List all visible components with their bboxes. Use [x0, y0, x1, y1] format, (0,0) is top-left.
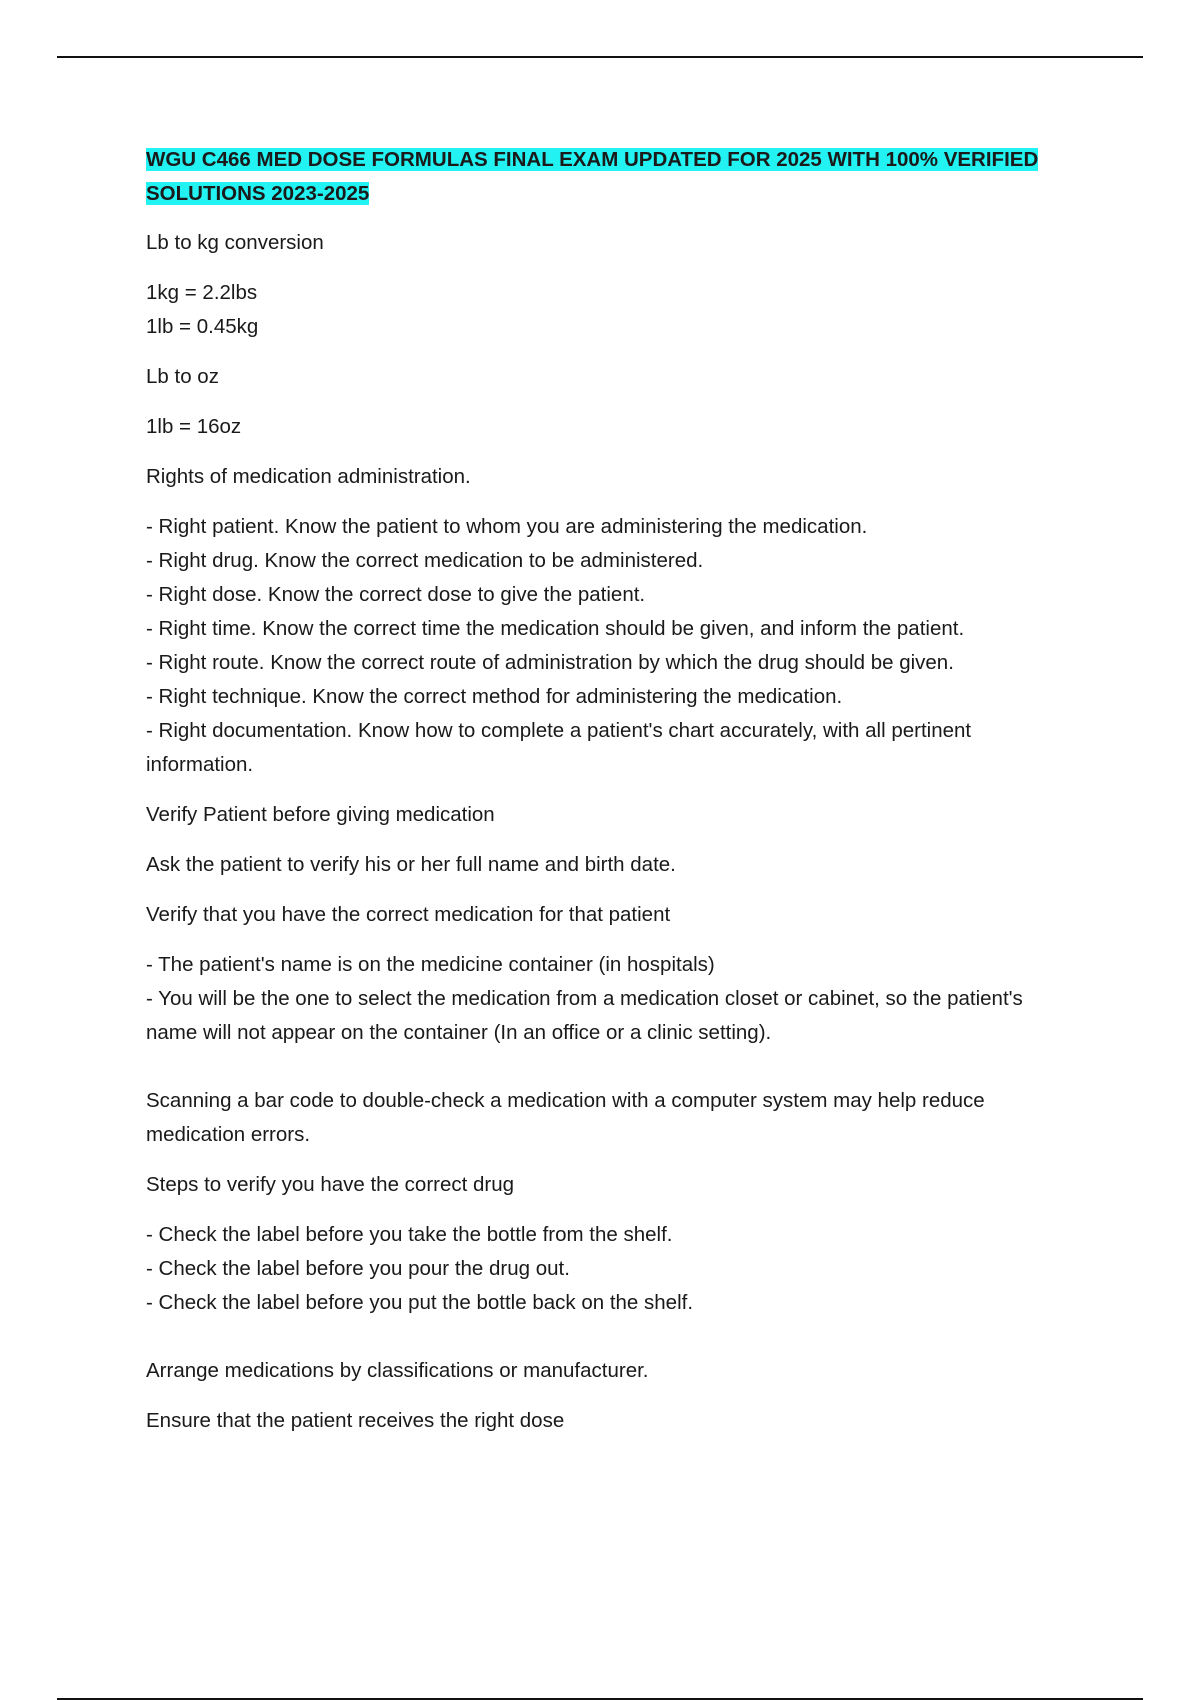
paragraph	[146, 798, 1066, 832]
paragraph	[146, 898, 1066, 932]
paragraph	[146, 276, 1066, 344]
paragraph-line: - Right route. Know the correct route of administration by which the drug should be given.	[146, 651, 954, 674]
paragraph-line: - Check the label before you take the bottle from the shelf.	[146, 1223, 673, 1246]
paragraph-line: Ask the patient to verify his or her full name and birth date.	[146, 853, 676, 876]
paragraph-line: 1lb = 0.45kg	[146, 315, 259, 338]
document-title-highlight: WGU C466 MED DOSE FORMULAS FINAL EXAM UPDATED FOR 2025 WITH 100% VERIFIED SOLUTIONS 2023-2025	[146, 148, 1039, 205]
paragraph-line: - The patient's name is on the medicine container (in hospitals)	[146, 953, 715, 976]
paragraph-line: Lb to oz	[146, 365, 219, 388]
paragraph	[146, 510, 1066, 782]
paragraph	[146, 1218, 1066, 1320]
paragraph-line: - You will be the one to select the medication from a medication closet or cabinet, so the patient's name will not appear on the container (In an office or a clinic setting).	[146, 987, 1023, 1044]
paragraph	[146, 1404, 1066, 1438]
paragraph-line: Arrange medications by classifications or manufacturer.	[146, 1359, 649, 1382]
paragraph-line: Ensure that the patient receives the right dose	[146, 1409, 565, 1432]
paragraph	[146, 948, 1066, 1050]
document-title	[146, 143, 1066, 211]
paragraph-line: Steps to verify you have the correct drug	[146, 1173, 515, 1196]
paragraph-line: Rights of medication administration.	[146, 465, 471, 488]
paragraph-line: - Right patient. Know the patient to whom you are administering the medication.	[146, 515, 868, 538]
paragraph-line: - Right time. Know the correct time the medication should be given, and inform the patient.	[146, 617, 965, 640]
document-body	[146, 143, 1066, 1454]
paragraph-line: 1lb = 16oz	[146, 415, 242, 438]
paragraph	[146, 410, 1066, 444]
paragraph	[146, 848, 1066, 882]
paragraph	[146, 1168, 1066, 1202]
paragraph	[146, 1354, 1066, 1388]
paragraph	[146, 360, 1066, 394]
paragraph-line: Verify that you have the correct medication for that patient	[146, 903, 671, 926]
paragraph-line: - Right dose. Know the correct dose to give the patient.	[146, 583, 646, 606]
paragraph-line: - Right technique. Know the correct method for administering the medication.	[146, 685, 843, 708]
page-header-rule	[57, 56, 1143, 58]
paragraph	[146, 1084, 1066, 1152]
paragraph	[146, 226, 1066, 260]
paragraph-line: - Right drug. Know the correct medication to be administered.	[146, 549, 704, 572]
paragraph-line: - Check the label before you put the bottle back on the shelf.	[146, 1291, 694, 1314]
paragraph-line: - Check the label before you pour the drug out.	[146, 1257, 570, 1280]
paragraph-line: 1kg = 2.2lbs	[146, 281, 258, 304]
paragraph-line: - Right documentation. Know how to complete a patient's chart accurately, with all pertinent information.	[146, 719, 972, 776]
paragraph-line: Scanning a bar code to double-check a medication with a computer system may help reduce medication errors.	[146, 1089, 985, 1146]
paragraph	[146, 460, 1066, 494]
paragraph-line: Verify Patient before giving medication	[146, 803, 495, 826]
document-paragraphs	[146, 226, 1066, 1438]
paragraph-line: Lb to kg conversion	[146, 231, 324, 254]
